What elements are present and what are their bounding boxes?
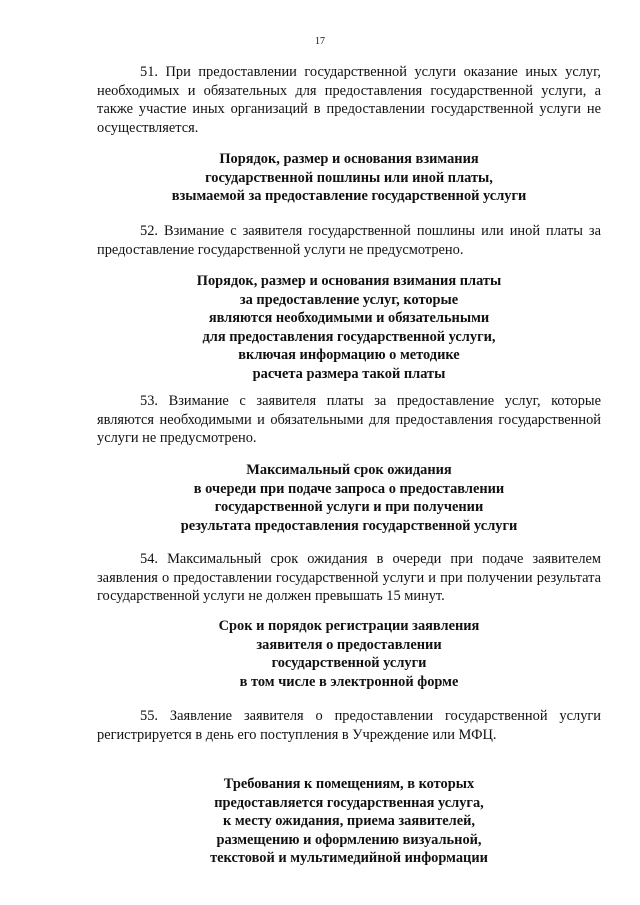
heading-line: результата предоставления государственной услуги	[180, 517, 518, 534]
heading-line: Требования к помещениям, в которых	[223, 776, 475, 792]
heading-line: Порядок, размер и основания взимания	[219, 151, 479, 167]
paragraph-55: 55. Заявление заявителя о предоставлении государственной услуги регистрируется в день его поступления в Учреждение или МФЦ.	[97, 708, 601, 743]
heading-line: взымаемой за предоставление государственной услуги	[171, 188, 527, 204]
paragraph-54: 54. Максимальный срок ожидания в очереди при подаче заявителем заявления о предоставлении государственной услуги и при получении результата государственной услуги не должен превышать 15 минут.	[97, 551, 601, 604]
heading-line: за предоставление услуг, которые	[239, 291, 459, 308]
heading-premises-requirements	[97, 775, 601, 868]
heading-line: для предоставления государственной услуги,	[202, 328, 496, 345]
heading-line: предоставляется государственная услуга,	[214, 794, 484, 811]
paragraph-53: 53. Взимание с заявителя платы за предоставление услуг, которые являются необходимыми и обязательными для предоставления государственной услуги не предусмотрено.	[97, 393, 601, 446]
heading-line: Срок и порядок регистрации заявления	[218, 618, 480, 634]
heading-registration	[97, 617, 601, 691]
heading-line: в очереди при подаче запроса о предоставлении	[193, 480, 505, 497]
heading-line: заявителя о предоставлении	[256, 636, 442, 653]
heading-payment-for-services	[97, 272, 601, 383]
paragraph-51: 51. При предоставлении государственной услуги оказание иных услуг, необходимых и обязательных для предоставления государственной услуги, а также участие иных организаций в предоставлении государственной услуги не осуществляется.	[97, 64, 601, 136]
heading-line: к месту ожидания, приема заявителей,	[222, 813, 476, 829]
paragraph-52: 52. Взимание с заявителя государственной пошлины или иной платы за предоставление государственной услуги не предусмотрено.	[97, 223, 601, 258]
heading-line: государственной услуги и при получении	[214, 499, 484, 515]
heading-line: включая информацию о методике	[238, 347, 460, 363]
heading-line: Порядок, размер и основания взимания платы	[196, 273, 502, 289]
heading-line: являются необходимыми и обязательными	[208, 310, 490, 326]
page-number: 17	[315, 36, 325, 47]
heading-line: государственной услуги	[271, 655, 427, 671]
heading-line: расчета размера такой платы	[252, 365, 446, 382]
heading-max-waiting-time	[97, 461, 601, 535]
heading-line: текстовой и мультимедийной информации	[210, 850, 488, 866]
heading-line: размещению и оформлению визуальной,	[216, 831, 482, 848]
heading-line: государственной пошлины или иной платы,	[205, 169, 493, 186]
heading-line: Максимальный срок ожидания	[246, 462, 452, 478]
heading-state-fee	[97, 150, 601, 206]
heading-line: в том числе в электронной форме	[239, 673, 459, 690]
